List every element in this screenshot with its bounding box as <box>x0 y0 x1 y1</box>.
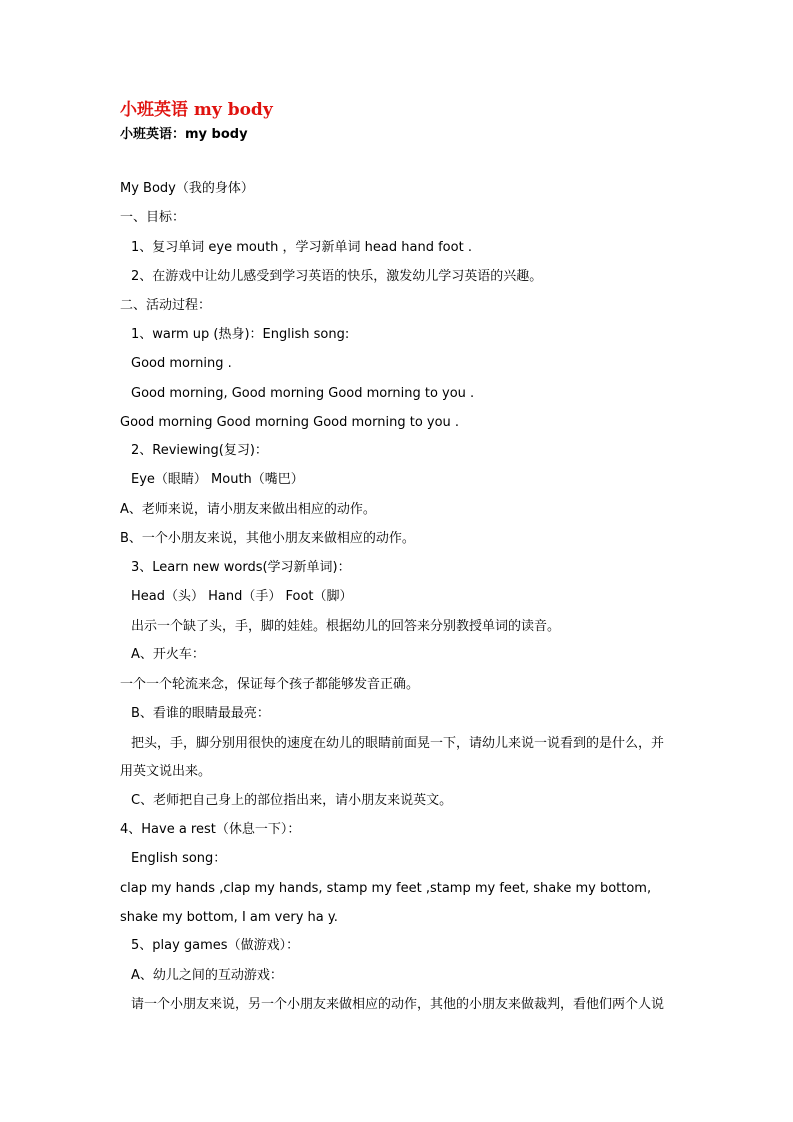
text-line: Good morning Good morning Good morning to you . <box>120 415 460 430</box>
text-line: A、幼儿之间的互动游戏： <box>131 968 283 983</box>
text-line: Good morning, Good morning Good morning to you . <box>131 386 475 401</box>
text-line: 4、Have a rest（休息一下）： <box>120 822 301 837</box>
text-line: My Body（我的身体） <box>120 181 254 196</box>
text-line: A、老师来说，请小朋友来做出相应的动作。 <box>120 502 376 517</box>
document-title: 小班英语 my body <box>120 100 273 120</box>
text-line: 5、play games（做游戏）： <box>131 938 300 953</box>
text-line: English song： <box>131 851 227 866</box>
text-line: 2、Reviewing(复习)： <box>131 443 268 458</box>
text-line: 把头，手，脚分别用很快的速度在幼儿的眼睛前面晃一下，请幼儿来说一说看到的是什么，并 <box>131 736 665 751</box>
text-line: 一个一个轮流来念，保证每个孩子都能够发音正确。 <box>120 677 420 692</box>
document-subtitle: 小班英语：my body <box>120 127 248 142</box>
text-line: 3、Learn new words(学习新单词)： <box>131 560 351 575</box>
text-line: 一、目标： <box>120 210 186 225</box>
text-line: 出示一个缺了头，手，脚的娃娃。根据幼儿的回答来分别教授单词的读音。 <box>131 619 561 634</box>
text-line: Eye（眼睛） Mouth（嘴巴） <box>131 472 304 487</box>
text-line: clap my hands ,clap my hands, stamp my feet ,stamp my feet, shake my bottom, <box>120 881 652 896</box>
text-line: A、开火车： <box>131 647 205 662</box>
text-line: 1、warm up (热身)：English song: <box>131 327 350 342</box>
text-line: shake my bottom, I am very ha y. <box>120 910 338 925</box>
text-line: B、看谁的眼睛最最亮： <box>131 706 270 721</box>
text-line: Head（头） Hand（手） Foot（脚） <box>131 589 353 604</box>
text-line: 二、活动过程： <box>120 298 212 313</box>
text-line: C、老师把自己身上的部位指出来，请小朋友来说英文。 <box>131 793 453 808</box>
text-line: 1、复习单词 eye mouth ，学习新单词 head hand foot . <box>131 240 472 255</box>
text-line: B、一个小朋友来说，其他小朋友来做相应的动作。 <box>120 531 415 546</box>
text-line: 2、在游戏中让幼儿感受到学习英语的快乐，激发幼儿学习英语的兴趣。 <box>131 269 543 284</box>
text-line: 请一个小朋友来说，另一个小朋友来做相应的动作，其他的小朋友来做裁判，看他们两个人说 <box>131 997 665 1012</box>
text-line: 用英文说出来。 <box>120 764 212 779</box>
text-line: Good morning . <box>131 356 232 371</box>
